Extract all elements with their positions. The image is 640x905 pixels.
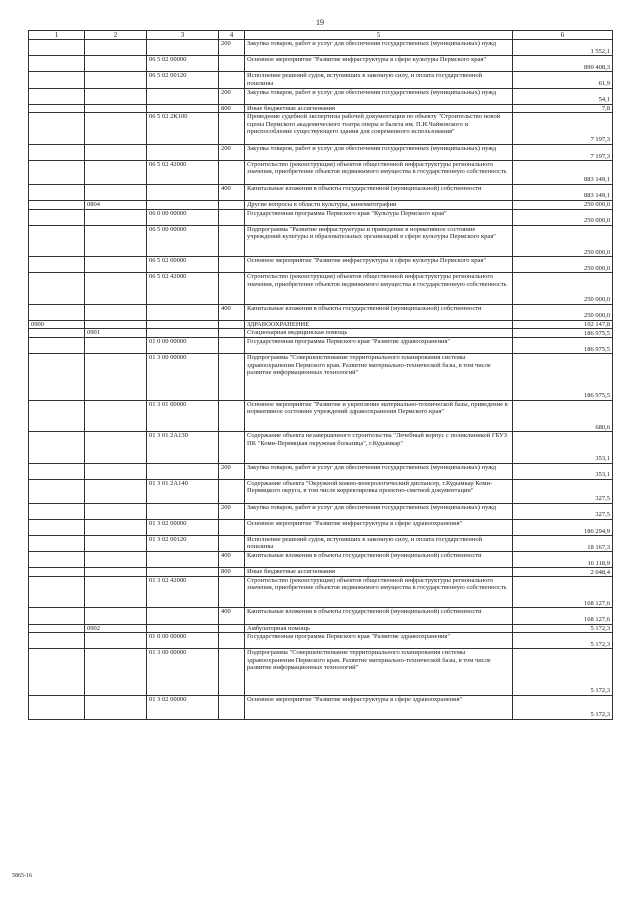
subsection-code-cell: 0901 — [85, 329, 147, 338]
target-article-cell — [147, 552, 219, 568]
subsection-code-cell — [85, 649, 147, 696]
column-header-5: 5 — [245, 31, 513, 40]
description-cell: Амбулаторная помощь — [245, 624, 513, 633]
description-cell: Государственная программа Пермского края "Культура Пермского края" — [245, 209, 513, 225]
section-code-cell — [29, 72, 85, 88]
amount-cell: 186 975,5 — [513, 329, 613, 338]
section-code-cell — [29, 354, 85, 401]
expense-type-cell — [219, 56, 245, 72]
expense-type-cell: 800 — [219, 104, 245, 113]
table-row — [29, 88, 613, 104]
subsection-code-cell — [85, 209, 147, 225]
amount-cell: 883 149,1 — [513, 160, 613, 184]
description-cell: Другие вопросы в области культуры, кинематографии — [245, 200, 513, 209]
description-cell: Исполнение решений судов, вступивших в законную силу, и оплата государственной пошлины — [245, 72, 513, 88]
amount-cell: 186 975,5 — [513, 338, 613, 354]
table-row — [29, 200, 613, 209]
target-article-cell: 01 0 00 00000 — [147, 633, 219, 649]
amount-cell: 890 408,3 — [513, 56, 613, 72]
section-code-cell — [29, 160, 85, 184]
subsection-code-cell — [85, 184, 147, 200]
column-header-3: 3 — [147, 31, 219, 40]
section-code-cell — [29, 695, 85, 719]
expense-type-cell — [219, 225, 245, 256]
amount-cell: 7 197,3 — [513, 113, 613, 144]
section-code-cell — [29, 649, 85, 696]
subsection-code-cell — [85, 432, 147, 463]
subsection-code-cell — [85, 144, 147, 160]
amount-cell: 250 000,0 — [513, 200, 613, 209]
expense-type-cell: 200 — [219, 463, 245, 479]
amount-cell: 250 000,0 — [513, 273, 613, 304]
section-code-cell — [29, 463, 85, 479]
subsection-code-cell — [85, 463, 147, 479]
section-code-cell — [29, 257, 85, 273]
target-article-cell — [147, 304, 219, 320]
subsection-code-cell: 0804 — [85, 200, 147, 209]
target-article-cell — [147, 144, 219, 160]
table-row — [29, 257, 613, 273]
target-article-cell: 01 3 02 00000 — [147, 695, 219, 719]
section-code-cell — [29, 568, 85, 577]
subsection-code-cell — [85, 104, 147, 113]
table-row — [29, 56, 613, 72]
target-article-cell — [147, 329, 219, 338]
target-article-cell: 01 3 01 2А130 — [147, 432, 219, 463]
table-row — [29, 503, 613, 519]
description-cell: Основное мероприятие "Развитие инфраструктуры в сфере культуры Пермского края" — [245, 56, 513, 72]
description-cell: Иные бюджетные ассигнования — [245, 104, 513, 113]
amount-cell: 250 000,0 — [513, 209, 613, 225]
page-number: 19 — [316, 18, 324, 27]
subsection-code-cell — [85, 552, 147, 568]
column-header-2: 2 — [85, 31, 147, 40]
target-article-cell: 01 3 02 42000 — [147, 576, 219, 607]
subsection-code-cell — [85, 72, 147, 88]
amount-cell: 327,5 — [513, 503, 613, 519]
section-code-cell — [29, 273, 85, 304]
table-row — [29, 113, 613, 144]
table-row — [29, 432, 613, 463]
table-row — [29, 552, 613, 568]
section-code-cell — [29, 552, 85, 568]
expense-type-cell — [219, 536, 245, 552]
table-row — [29, 225, 613, 256]
table-row — [29, 160, 613, 184]
subsection-code-cell — [85, 40, 147, 56]
expense-type-cell: 200 — [219, 503, 245, 519]
description-cell: Государственная программа Пермского края "Развитие здравоохранения" — [245, 633, 513, 649]
section-code-cell — [29, 88, 85, 104]
target-article-cell — [147, 624, 219, 633]
description-cell: Основное мероприятие "Развитие инфраструктуры в сфере здравоохранения" — [245, 519, 513, 535]
table-row — [29, 608, 613, 624]
target-article-cell: 01 3 00 00000 — [147, 649, 219, 696]
table-row — [29, 536, 613, 552]
expense-type-cell: 200 — [219, 40, 245, 56]
amount-cell: 327,5 — [513, 479, 613, 503]
expense-type-cell — [219, 695, 245, 719]
subsection-code-cell — [85, 56, 147, 72]
expense-type-cell — [219, 329, 245, 338]
column-header-6: 6 — [513, 31, 613, 40]
expense-type-cell — [219, 113, 245, 144]
table-row — [29, 519, 613, 535]
section-code-cell — [29, 608, 85, 624]
target-article-cell: 06 0 00 00000 — [147, 209, 219, 225]
subsection-code-cell — [85, 695, 147, 719]
description-cell: Закупка товаров, работ и услуг для обеспечения государственных (муниципальных) нужд — [245, 463, 513, 479]
table-row — [29, 209, 613, 225]
description-cell: Строительство (реконструкция) объектов общественной инфраструктуры регионального значения, приобретение объектов недвижимого имущества в государственную собственность — [245, 273, 513, 304]
subsection-code-cell — [85, 536, 147, 552]
table-row — [29, 304, 613, 320]
subsection-code-cell — [85, 519, 147, 535]
expense-type-cell — [219, 519, 245, 535]
table-row — [29, 568, 613, 577]
amount-cell: 1 552,1 — [513, 40, 613, 56]
amount-cell: 16 118,9 — [513, 552, 613, 568]
footer-document-code: 5865-16 — [12, 873, 32, 879]
target-article-cell — [147, 200, 219, 209]
description-cell: Основное мероприятие "Развитие инфраструктуры в сфере культуры Пермского края" — [245, 257, 513, 273]
description-cell: Капитальные вложения в объекты государственной (муниципальной) собственности — [245, 608, 513, 624]
expense-type-cell: 200 — [219, 88, 245, 104]
amount-cell: 7 197,3 — [513, 144, 613, 160]
description-cell: Закупка товаров, работ и услуг для обеспечения государственных (муниципальных) нужд — [245, 88, 513, 104]
target-article-cell: 06 5 02 42000 — [147, 273, 219, 304]
description-cell: Содержание объекта "Окружной кожно-венерологический диспансер, г.Кудымкар Коми-Пермяцкого округа, в том числе корректировка проектно-сметной документации" — [245, 479, 513, 503]
target-article-cell — [147, 463, 219, 479]
subsection-code-cell: 0902 — [85, 624, 147, 633]
target-article-cell: 06 5 02 00120 — [147, 72, 219, 88]
description-cell: ЗДРАВООХРАНЕНИЕ — [245, 320, 513, 329]
expense-type-cell: 400 — [219, 304, 245, 320]
section-code-cell — [29, 304, 85, 320]
target-article-cell: 06 5 00 00000 — [147, 225, 219, 256]
target-article-cell: 01 3 02 00120 — [147, 536, 219, 552]
description-cell: Закупка товаров, работ и услуг для обеспечения государственных (муниципальных) нужд — [245, 503, 513, 519]
target-article-cell — [147, 608, 219, 624]
table-row — [29, 649, 613, 696]
expense-type-cell — [219, 432, 245, 463]
column-header-4: 4 — [219, 31, 245, 40]
table-row — [29, 463, 613, 479]
subsection-code-cell — [85, 479, 147, 503]
table-row — [29, 184, 613, 200]
section-code-cell — [29, 400, 85, 431]
target-article-cell: 01 0 00 00000 — [147, 338, 219, 354]
expense-type-cell — [219, 273, 245, 304]
target-article-cell — [147, 320, 219, 329]
table-row — [29, 320, 613, 329]
section-code-cell — [29, 209, 85, 225]
section-code-cell — [29, 104, 85, 113]
subsection-code-cell — [85, 113, 147, 144]
amount-cell: 54,1 — [513, 88, 613, 104]
amount-cell: 18 167,3 — [513, 536, 613, 552]
expense-type-cell — [219, 624, 245, 633]
amount-cell: 883 149,1 — [513, 184, 613, 200]
section-code-cell — [29, 624, 85, 633]
target-article-cell: 06 5 02 00000 — [147, 257, 219, 273]
amount-cell: 7,8 — [513, 104, 613, 113]
description-cell: Закупка товаров, работ и услуг для обеспечения государственных (муниципальных) нужд — [245, 144, 513, 160]
target-article-cell — [147, 88, 219, 104]
description-cell: Закупка товаров, работ и услуг для обеспечения государственных (муниципальных) нужд — [245, 40, 513, 56]
table-row — [29, 144, 613, 160]
expense-type-cell — [219, 400, 245, 431]
table-row — [29, 624, 613, 633]
amount-cell: 168 127,6 — [513, 576, 613, 607]
section-code-cell — [29, 40, 85, 56]
expense-type-cell — [219, 209, 245, 225]
target-article-cell: 01 3 00 00000 — [147, 354, 219, 401]
description-cell: Иные бюджетные ассигнования — [245, 568, 513, 577]
description-cell: Проведение судебной экспертизы рабочей документации по объекту "Строительство новой сцены Пермского академического театра оперы и балета им. П.И.Чайковского и приспособление существующего здания для современного использования" — [245, 113, 513, 144]
section-code-cell — [29, 56, 85, 72]
expense-type-cell — [219, 257, 245, 273]
expense-type-cell — [219, 72, 245, 88]
subsection-code-cell — [85, 88, 147, 104]
target-article-cell: 06 5 02 00000 — [147, 56, 219, 72]
expense-type-cell — [219, 649, 245, 696]
table-row — [29, 273, 613, 304]
subsection-code-cell — [85, 400, 147, 431]
table-row — [29, 338, 613, 354]
description-cell: Строительство (реконструкция) объектов общественной инфраструктуры регионального значения, приобретение объектов недвижимого имущества в государственную собственность — [245, 576, 513, 607]
amount-cell: 250 000,0 — [513, 225, 613, 256]
description-cell: Государственная программа Пермского края "Развитие здравоохранения" — [245, 338, 513, 354]
table-row — [29, 72, 613, 88]
amount-cell: 353,1 — [513, 432, 613, 463]
table-body — [29, 40, 613, 720]
target-article-cell: 01 3 01 00000 — [147, 400, 219, 431]
amount-cell: 5 172,3 — [513, 695, 613, 719]
amount-cell: 61,9 — [513, 72, 613, 88]
table-row — [29, 400, 613, 431]
target-article-cell: 01 3 02 00000 — [147, 519, 219, 535]
table-row — [29, 576, 613, 607]
description-cell: Подпрограмма "Совершенствование территориального планирования системы здравоохранения Пермского края. Развитие материально-технической базы, в том числе развитие информационных технологий" — [245, 649, 513, 696]
section-code-cell — [29, 479, 85, 503]
section-code-cell: 0900 — [29, 320, 85, 329]
section-code-cell — [29, 225, 85, 256]
expense-type-cell — [219, 479, 245, 503]
target-article-cell: 06 5 02 42000 — [147, 160, 219, 184]
section-code-cell — [29, 633, 85, 649]
expense-type-cell: 800 — [219, 568, 245, 577]
description-cell: Подпрограмма "Совершенствование территориального планирования системы здравоохранения Пермского края. Развитие материально-технической базы, в том числе развитие информационных технологий" — [245, 354, 513, 401]
subsection-code-cell — [85, 273, 147, 304]
subsection-code-cell — [85, 354, 147, 401]
amount-cell: 2 048,4 — [513, 568, 613, 577]
table-row — [29, 695, 613, 719]
description-cell: Подпрограмма "Развитие инфраструктуры и приведение в нормативное состояние учреждений культуры и образовательных организаций в сфере культуры Пермского края" — [245, 225, 513, 256]
section-code-cell — [29, 519, 85, 535]
table-header-row — [29, 31, 613, 40]
table-row — [29, 633, 613, 649]
subsection-code-cell — [85, 576, 147, 607]
section-code-cell — [29, 576, 85, 607]
target-article-cell: 06 5 02 2К100 — [147, 113, 219, 144]
table-row — [29, 479, 613, 503]
amount-cell: 192 147,8 — [513, 320, 613, 329]
amount-cell: 353,1 — [513, 463, 613, 479]
subsection-code-cell — [85, 160, 147, 184]
column-header-1: 1 — [29, 31, 85, 40]
description-cell: Капитальные вложения в объекты государственной (муниципальной) собственности — [245, 552, 513, 568]
table-row — [29, 329, 613, 338]
target-article-cell: 01 3 01 2А140 — [147, 479, 219, 503]
expense-type-cell — [219, 160, 245, 184]
expense-type-cell: 400 — [219, 552, 245, 568]
amount-cell: 5 172,3 — [513, 633, 613, 649]
section-code-cell — [29, 432, 85, 463]
table-row — [29, 40, 613, 56]
section-code-cell — [29, 536, 85, 552]
target-article-cell — [147, 503, 219, 519]
section-code-cell — [29, 329, 85, 338]
amount-cell: 680,6 — [513, 400, 613, 431]
subsection-code-cell — [85, 320, 147, 329]
description-cell: Содержание объекта незавершенного строительства "Лечебный корпус с поликлиникой ГБУЗ ПК "Коми-Пермяцкая окружная больница", г.Кудымкар" — [245, 432, 513, 463]
amount-cell: 168 127,6 — [513, 608, 613, 624]
amount-cell: 250 000,0 — [513, 257, 613, 273]
section-code-cell — [29, 503, 85, 519]
subsection-code-cell — [85, 503, 147, 519]
expense-type-cell — [219, 633, 245, 649]
description-cell: Основное мероприятие "Развитие инфраструктуры в сфере здравоохранения" — [245, 695, 513, 719]
target-article-cell — [147, 104, 219, 113]
subsection-code-cell — [85, 568, 147, 577]
expense-type-cell — [219, 320, 245, 329]
expense-type-cell: 200 — [219, 144, 245, 160]
target-article-cell — [147, 184, 219, 200]
subsection-code-cell — [85, 225, 147, 256]
target-article-cell — [147, 40, 219, 56]
amount-cell: 186 294,9 — [513, 519, 613, 535]
expense-type-cell — [219, 338, 245, 354]
table-row — [29, 104, 613, 113]
description-cell: Стационарная медицинская помощь — [245, 329, 513, 338]
amount-cell: 5 172,3 — [513, 624, 613, 633]
description-cell: Капитальные вложения в объекты государственной (муниципальной) собственности — [245, 184, 513, 200]
budget-table — [28, 30, 613, 720]
table-row — [29, 354, 613, 401]
expense-type-cell — [219, 354, 245, 401]
expense-type-cell: 400 — [219, 184, 245, 200]
description-cell: Строительство (реконструкция) объектов общественной инфраструктуры регионального значения, приобретение объектов недвижимого имущества в государственную собственность — [245, 160, 513, 184]
amount-cell: 5 172,3 — [513, 649, 613, 696]
target-article-cell — [147, 568, 219, 577]
subsection-code-cell — [85, 304, 147, 320]
expense-type-cell — [219, 200, 245, 209]
subsection-code-cell — [85, 257, 147, 273]
description-cell: Капитальные вложения в объекты государственной (муниципальной) собственности — [245, 304, 513, 320]
section-code-cell — [29, 144, 85, 160]
amount-cell: 250 000,0 — [513, 304, 613, 320]
description-cell: Основное мероприятие "Развитие и укрепление материально-технической базы, приведение в нормативное состояние учреждений здравоохранения Пермского края" — [245, 400, 513, 431]
amount-cell: 186 975,5 — [513, 354, 613, 401]
subsection-code-cell — [85, 338, 147, 354]
subsection-code-cell — [85, 608, 147, 624]
section-code-cell — [29, 113, 85, 144]
description-cell: Исполнение решений судов, вступивших в законную силу, и оплата государственной пошлины — [245, 536, 513, 552]
section-code-cell — [29, 184, 85, 200]
expense-type-cell — [219, 576, 245, 607]
subsection-code-cell — [85, 633, 147, 649]
section-code-cell — [29, 200, 85, 209]
expense-type-cell: 400 — [219, 608, 245, 624]
section-code-cell — [29, 338, 85, 354]
